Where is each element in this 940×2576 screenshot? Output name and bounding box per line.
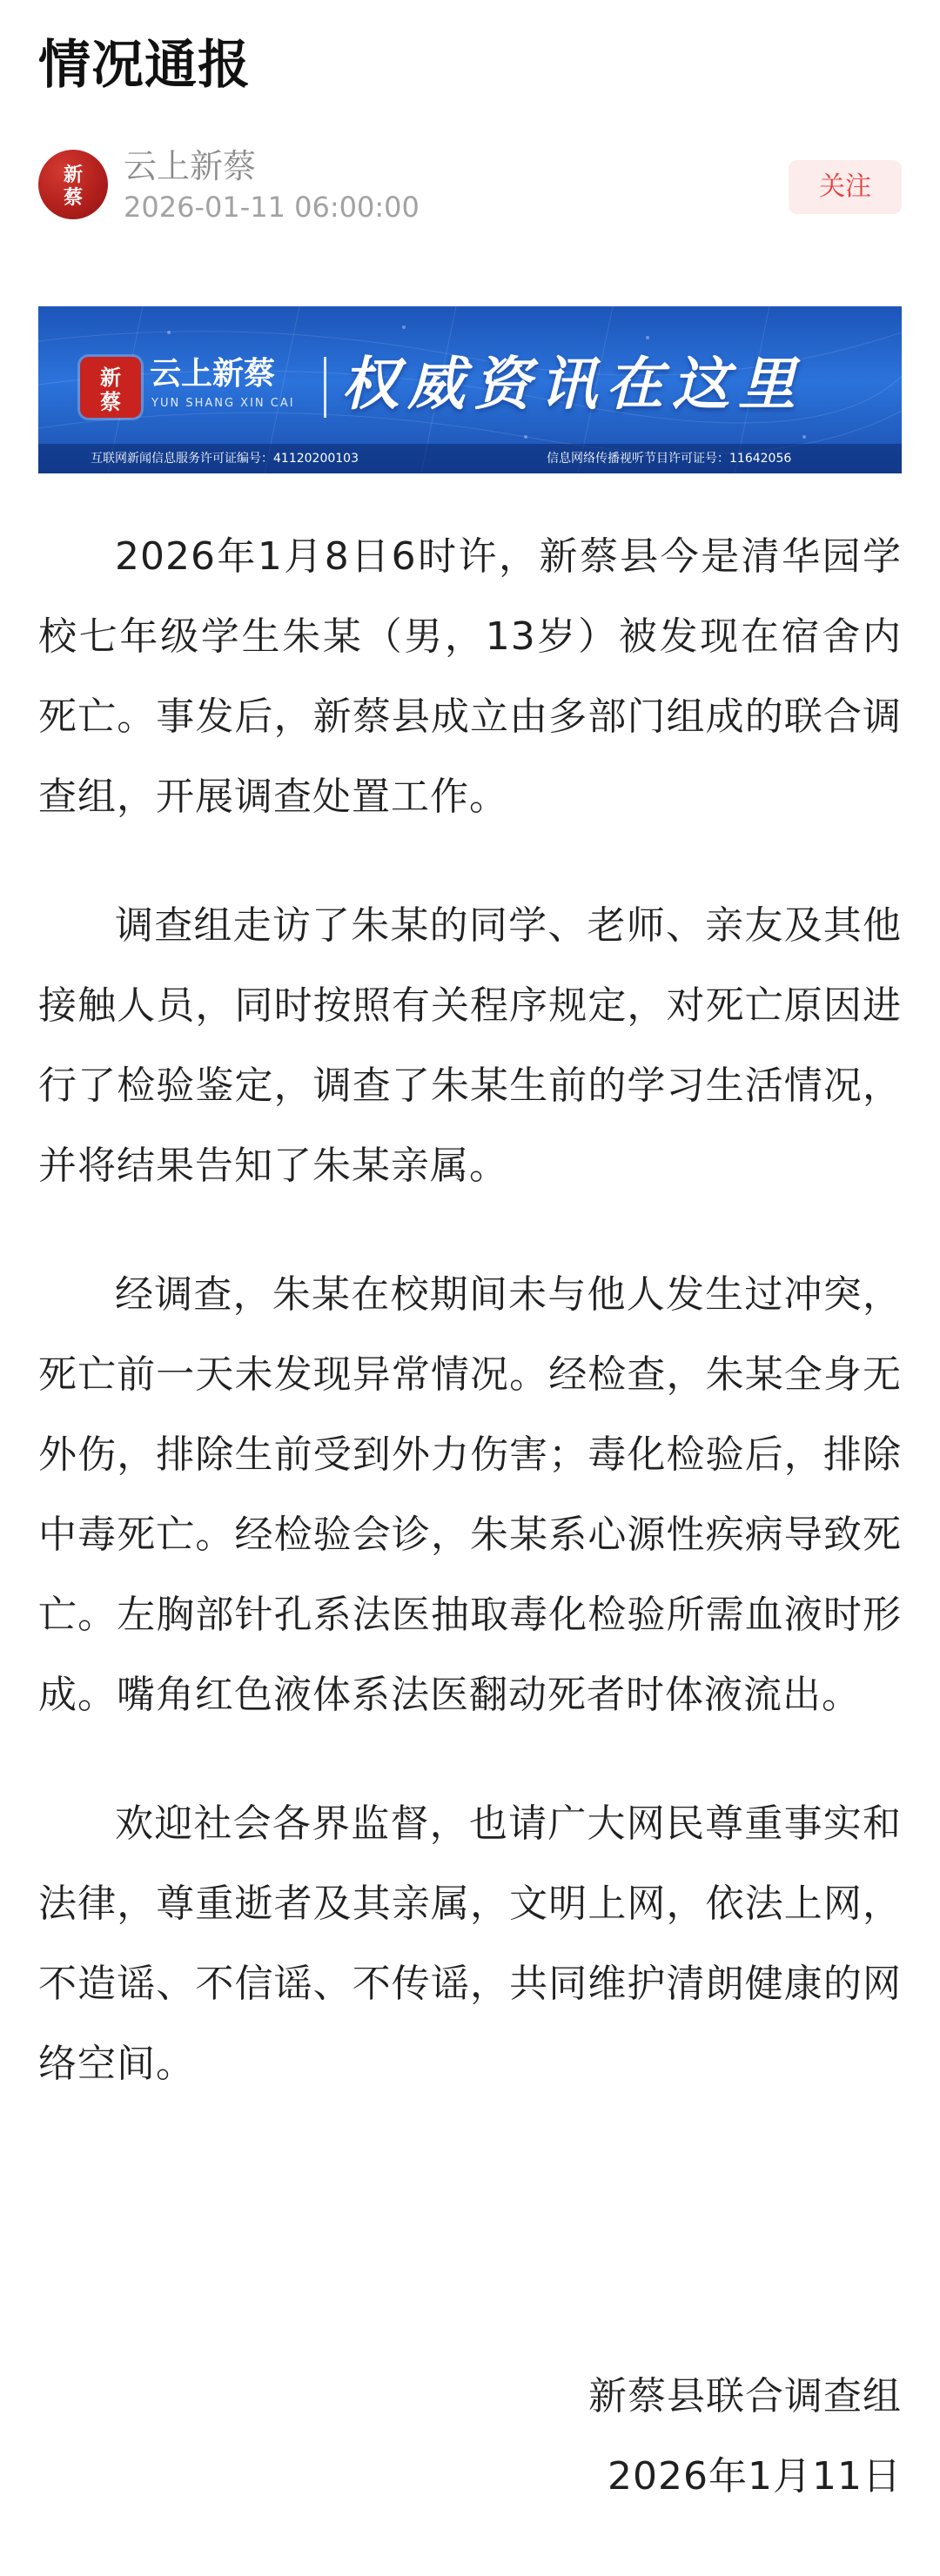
banner-logo-char-2: 蔡 <box>100 389 121 414</box>
banner-divider <box>324 357 326 418</box>
news-license: 互联网新闻信息服务许可证编号：41120200103 <box>91 452 359 466</box>
promo-banner[interactable] <box>38 306 902 473</box>
signature-block <box>588 2357 902 2517</box>
avatar-logo <box>50 160 96 209</box>
signature-date: 2026年1月11日 <box>608 2454 902 2499</box>
banner-logo <box>80 357 141 418</box>
banner-logo-mark <box>80 357 141 418</box>
author-name[interactable]: 云上新蔡 <box>124 147 257 185</box>
avatar-char-1: 新 <box>63 164 84 186</box>
follow-button[interactable]: 关注 <box>789 160 902 214</box>
paragraph-1: 2026年1月8日6时许，新蔡县今是清华园学校七年级学生朱某（男，13岁）被发现在宿舍内死亡。事发后，新蔡县成立由多部门组成的联合调查组，开展调查处置工作。 <box>38 534 902 819</box>
banner-license-strip <box>38 444 902 473</box>
author-row <box>38 143 902 226</box>
banner-slogan: 权威资讯在这里 <box>341 351 804 418</box>
publish-time: 2026-01-11 06:00:00 <box>124 191 420 224</box>
banner-brand-pinyin: YUN SHANG XIN CAI <box>151 397 295 410</box>
avatar-char-2: 蔡 <box>63 186 84 209</box>
paragraph-3: 经调查，朱某在校期间未与他人发生过冲突，死亡前一天未发现异常情况。经检查，朱某全身无外伤，排除生前受到外力伤害；毒化检验后，排除中毒死亡。经检验会诊，朱某系心源性疾病导致死亡。左胸部针孔系法医抽取毒化检验所需血液时形成。嘴角红色液体系法医翻动死者时体液流出。 <box>38 1272 902 1717</box>
paragraph-2: 调查组走访了朱某的同学、老师、亲友及其他接触人员，同时按照有关程序规定，对死亡原因进行了检验鉴定，调查了朱某生前的学习生活情况，并将结果告知了朱某亲属。 <box>38 903 902 1188</box>
article-body <box>38 517 902 2104</box>
av-license: 信息网络传播视听节目许可证号：11642056 <box>547 452 792 466</box>
signature-org: 新蔡县联合调查组 <box>588 2374 902 2418</box>
banner-brand: 云上新蔡 <box>150 356 276 392</box>
banner-logo-char-1: 新 <box>100 365 121 390</box>
avatar-calligraphy-mark <box>50 160 96 209</box>
article-title: 情况通报 <box>38 35 251 96</box>
avatar[interactable] <box>38 150 108 219</box>
paragraph-4: 欢迎社会各界监督，也请广大网民尊重事实和法律，尊重逝者及其亲属，文明上网，依法上网，不造谣、不信谣、不传谣，共同维护清朗健康的网络空间。 <box>38 1801 902 2086</box>
